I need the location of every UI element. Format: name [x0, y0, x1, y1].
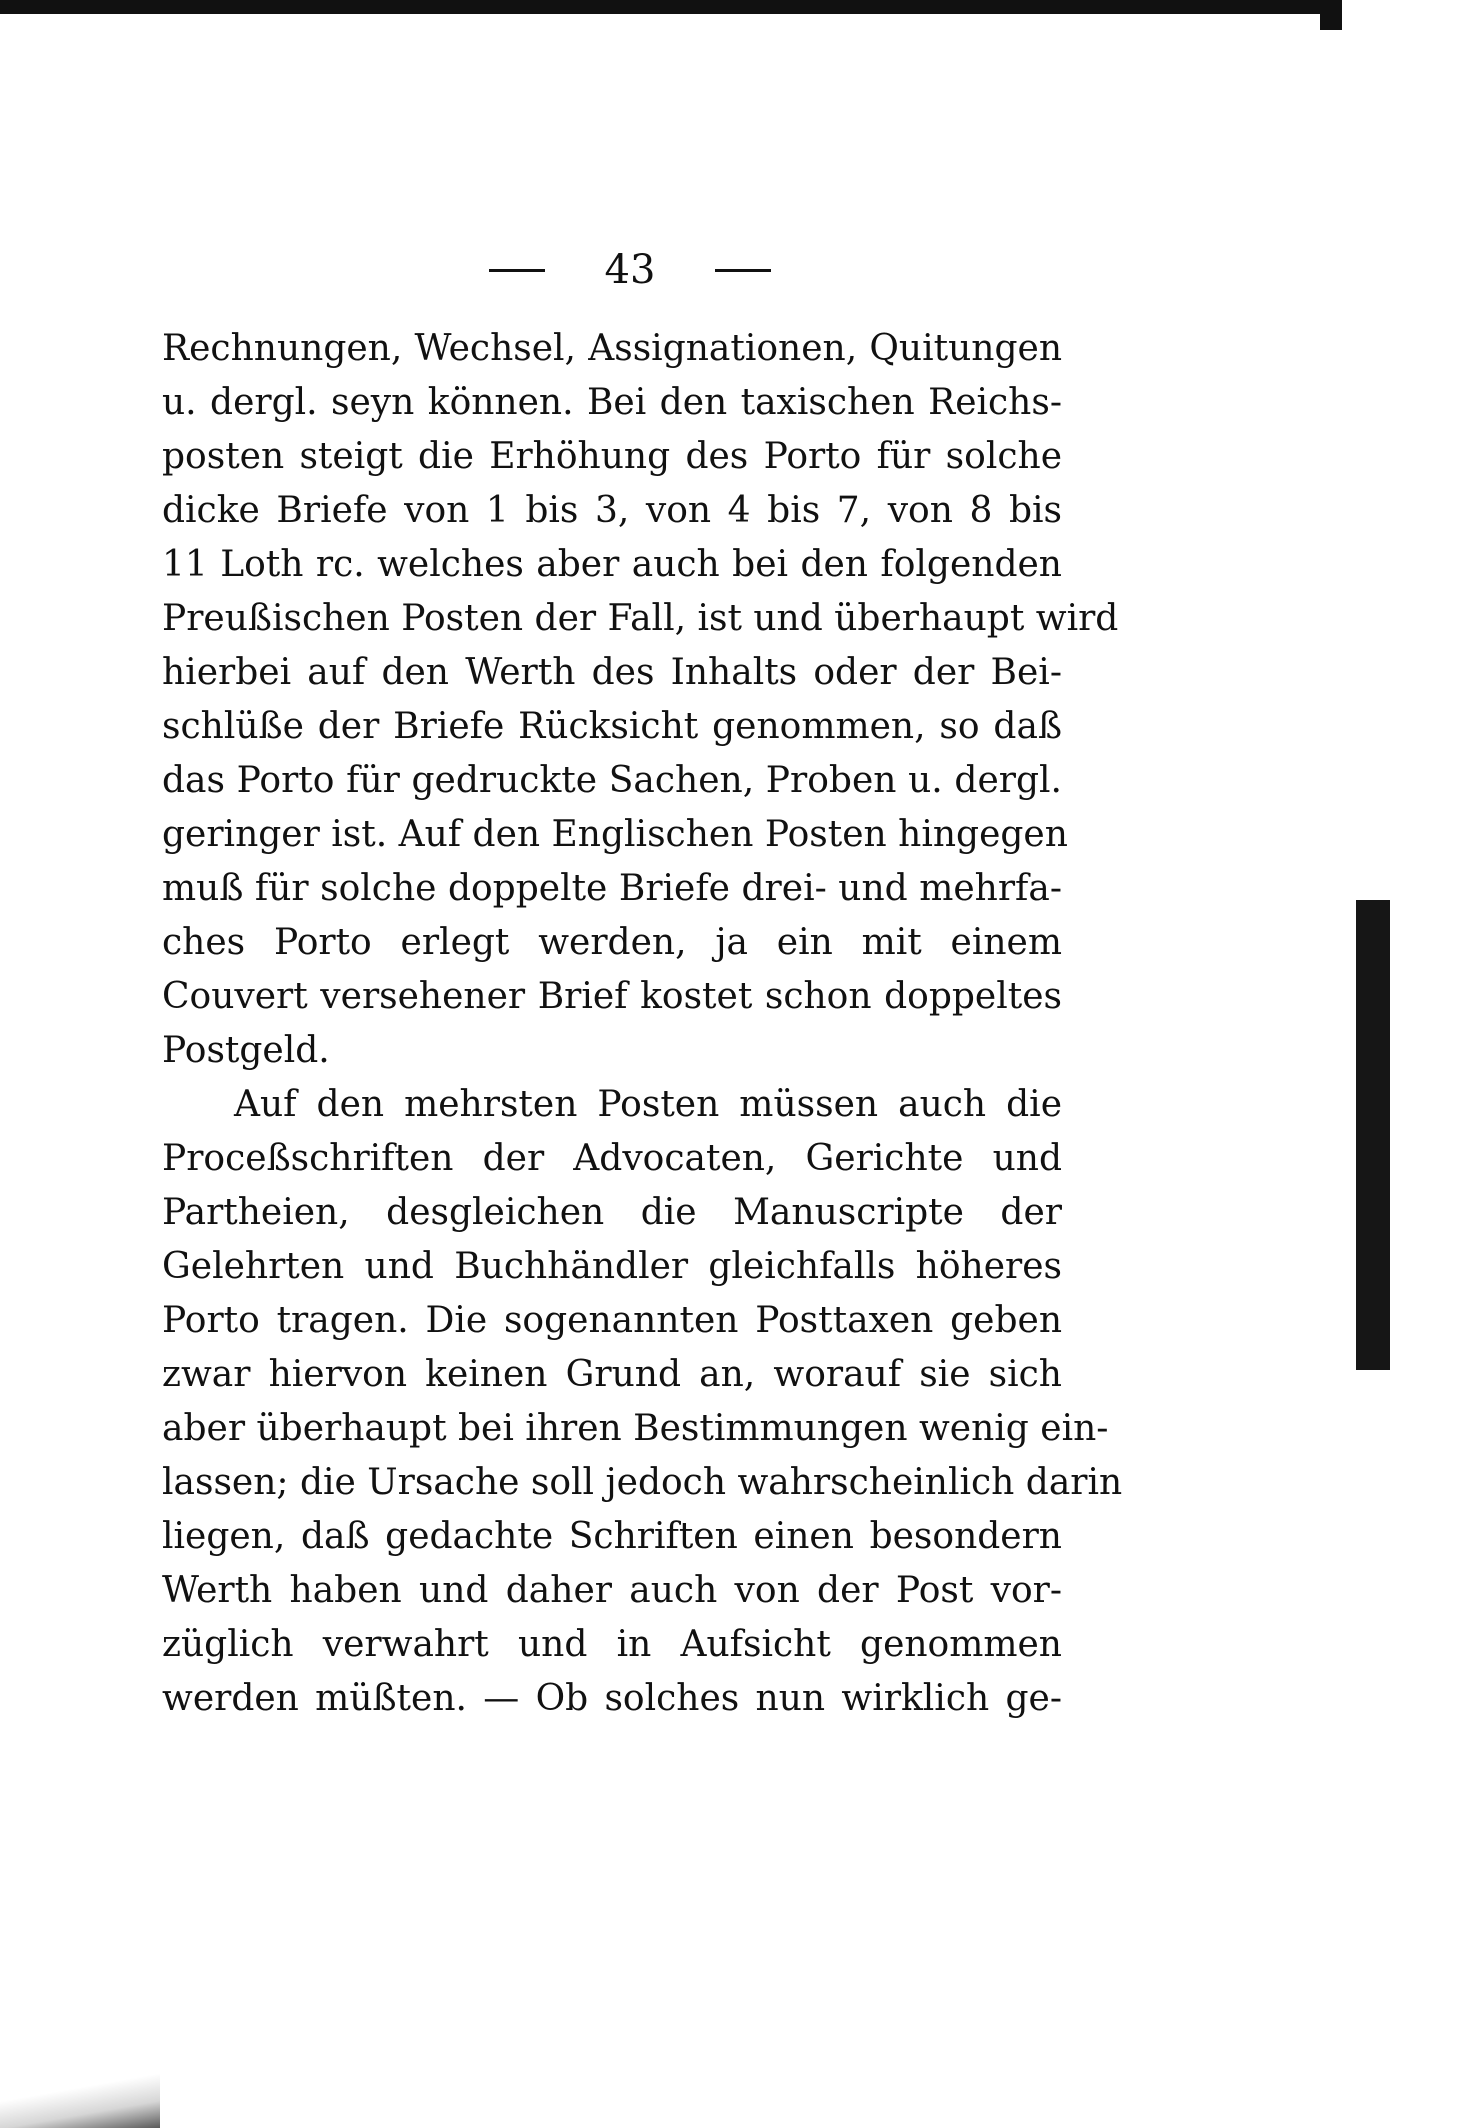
- text-line: aber überhaupt bei ihren Bestimmungen wenig ein-: [162, 1408, 1109, 1449]
- text-line: posten steigt die Erhöhung des Porto für solche: [162, 436, 1062, 477]
- text-line: hierbei auf den Werth des Inhalts oder der Bei-: [162, 652, 1062, 693]
- page-number: 43: [604, 247, 656, 293]
- text-line: Rechnungen, Wechsel, Assignationen, Quitungen: [162, 328, 1062, 369]
- scan-edge-mark: [1356, 900, 1390, 1370]
- text-line: Auf den mehrsten Posten müssen auch die: [234, 1084, 1062, 1125]
- text-line: lassen; die Ursache soll jedoch wahrscheinlich darin: [162, 1462, 1123, 1503]
- text-line: Gelehrten und Buchhändler gleichfalls höheres: [162, 1246, 1062, 1287]
- text-line: werden müßten. — Ob solches nun wirklich ge-: [162, 1678, 1062, 1719]
- scan-top-border: [0, 0, 1340, 14]
- page-header: [420, 240, 840, 300]
- text-line: Werth haben und daher auch von der Post vor-: [162, 1570, 1062, 1611]
- paragraph-2: [162, 1078, 1123, 1726]
- text-line: dicke Briefe von 1 bis 3, von 4 bis 7, von 8 bis: [162, 490, 1062, 531]
- text-line: 11 Loth rc. welches aber auch bei den folgenden: [162, 544, 1062, 585]
- text-line: schlüße der Briefe Rücksicht genommen, so daß: [162, 706, 1062, 747]
- text-line: Proceßschriften der Advocaten, Gerichte und: [162, 1138, 1062, 1179]
- text-line: Couvert versehener Brief kostet schon doppeltes: [162, 976, 1062, 1017]
- text-line: züglich verwahrt und in Aufsicht genommen: [162, 1624, 1062, 1665]
- text-line: Porto tragen. Die sogenannten Posttaxen geben: [162, 1300, 1062, 1341]
- text-line: das Porto für gedruckte Sachen, Proben u. dergl.: [162, 760, 1062, 801]
- text-line: Preußischen Posten der Fall, ist und überhaupt wird: [162, 598, 1119, 639]
- scan-corner-shadow: [0, 2065, 160, 2128]
- text-line: ches Porto erlegt werden, ja ein mit einem: [162, 922, 1062, 963]
- header-dash-left: [489, 269, 545, 272]
- paragraph-1: [162, 322, 1119, 1078]
- text-line: liegen, daß gedachte Schriften einen besondern: [162, 1516, 1062, 1557]
- header-dash-right: [715, 269, 771, 272]
- text-line: Partheien, desgleichen die Manuscripte der: [162, 1192, 1062, 1233]
- text-line: zwar hiervon keinen Grund an, worauf sie sich: [162, 1354, 1062, 1395]
- text-line: muß für solche doppelte Briefe drei- und mehrfa-: [162, 868, 1062, 909]
- text-line: Postgeld.: [162, 1030, 330, 1071]
- text-line: geringer ist. Auf den Englischen Posten hingegen: [162, 814, 1068, 855]
- scan-top-border-corner: [1320, 0, 1342, 30]
- page-body: [162, 322, 1123, 1726]
- text-line: u. dergl. seyn können. Bei den taxischen Reichs-: [162, 382, 1062, 423]
